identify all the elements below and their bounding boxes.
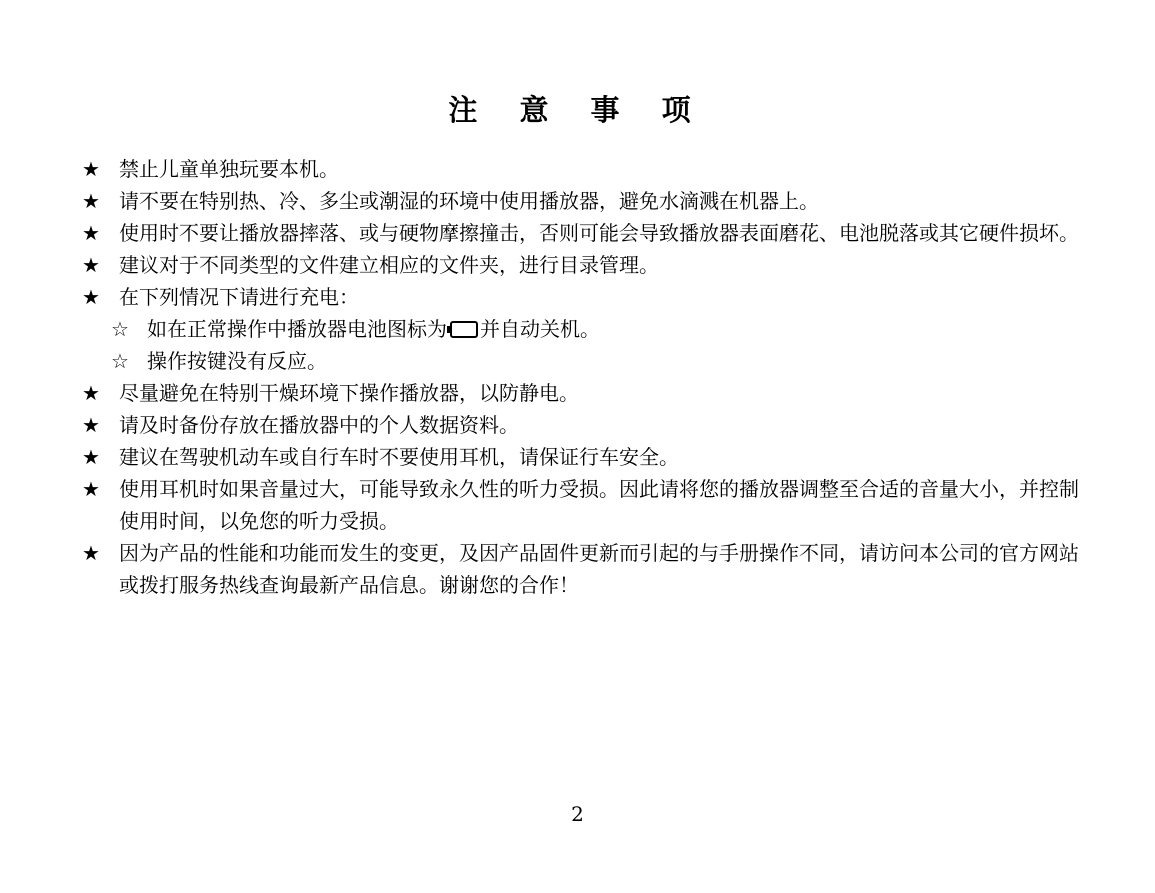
hollow-star-bullet-icon: ☆ [111,317,129,341]
star-bullet-icon: ★ [82,381,100,405]
list-item-text: 因为产品的性能和功能而发生的变更，及因产品固件更新而引起的与手册操作不同，请访问本公司的官方网站或拨打服务热线查询最新产品信息。谢谢您的合作！ [119,541,1079,597]
list-item-text: 建议对于不同类型的文件建立相应的文件夹，进行目录管理。 [119,253,659,277]
list-item [82,217,1082,249]
list-item-text: 请及时备份存放在播放器中的个人数据资料。 [119,413,519,437]
notice-list [82,153,1082,601]
list-item-text: 使用时不要让播放器摔落、或与硬物摩擦撞击，否则可能会导致播放器表面磨花、电池脱落或其它硬件损坏。 [119,221,1079,245]
list-item [82,473,1082,537]
star-bullet-icon: ★ [82,157,100,181]
list-item-text: 禁止儿童单独玩要本机。 [119,157,339,181]
list-item [82,249,1082,281]
list-item-text: 如在正常操作中播放器电池图标为 [147,317,447,341]
star-bullet-icon: ★ [82,477,100,501]
sub-list-item [82,313,1082,345]
star-bullet-icon: ★ [82,541,100,565]
list-item [82,153,1082,185]
list-item-text: 操作按键没有反应。 [147,349,327,373]
list-item-text: 在下列情况下请进行充电： [119,285,359,309]
sub-list-item [82,345,1082,377]
list-item [82,185,1082,217]
list-item-text: 并自动关机。 [480,317,600,341]
list-item-text: 使用耳机时如果音量过大，可能导致永久性的听力受损。因此请将您的播放器调整至合适的音量大小，并控制使用时间，以免您的听力受损。 [119,477,1079,533]
list-item [82,409,1082,441]
star-bullet-icon: ★ [82,285,100,309]
list-item [82,281,1082,313]
list-item [82,537,1082,601]
list-item-text: 建议在驾驶机动车或自行车时不要使用耳机，请保证行车安全。 [119,445,679,469]
list-item [82,377,1082,409]
star-bullet-icon: ★ [82,253,100,277]
hollow-star-bullet-icon: ☆ [111,349,129,373]
page-title: 注 意 事 项 [448,93,707,127]
star-bullet-icon: ★ [82,413,100,437]
star-bullet-icon: ★ [82,445,100,469]
list-item-text: 尽量避免在特别干燥环境下操作播放器，以防静电。 [119,381,579,405]
page-number: 2 [571,802,584,826]
star-bullet-icon: ★ [82,221,100,245]
empty-battery-icon [450,321,478,338]
list-item-text: 请不要在特别热、冷、多尘或潮湿的环境中使用播放器，避免水滴溅在机器上。 [119,189,819,213]
star-bullet-icon: ★ [82,189,100,213]
list-item [82,441,1082,473]
